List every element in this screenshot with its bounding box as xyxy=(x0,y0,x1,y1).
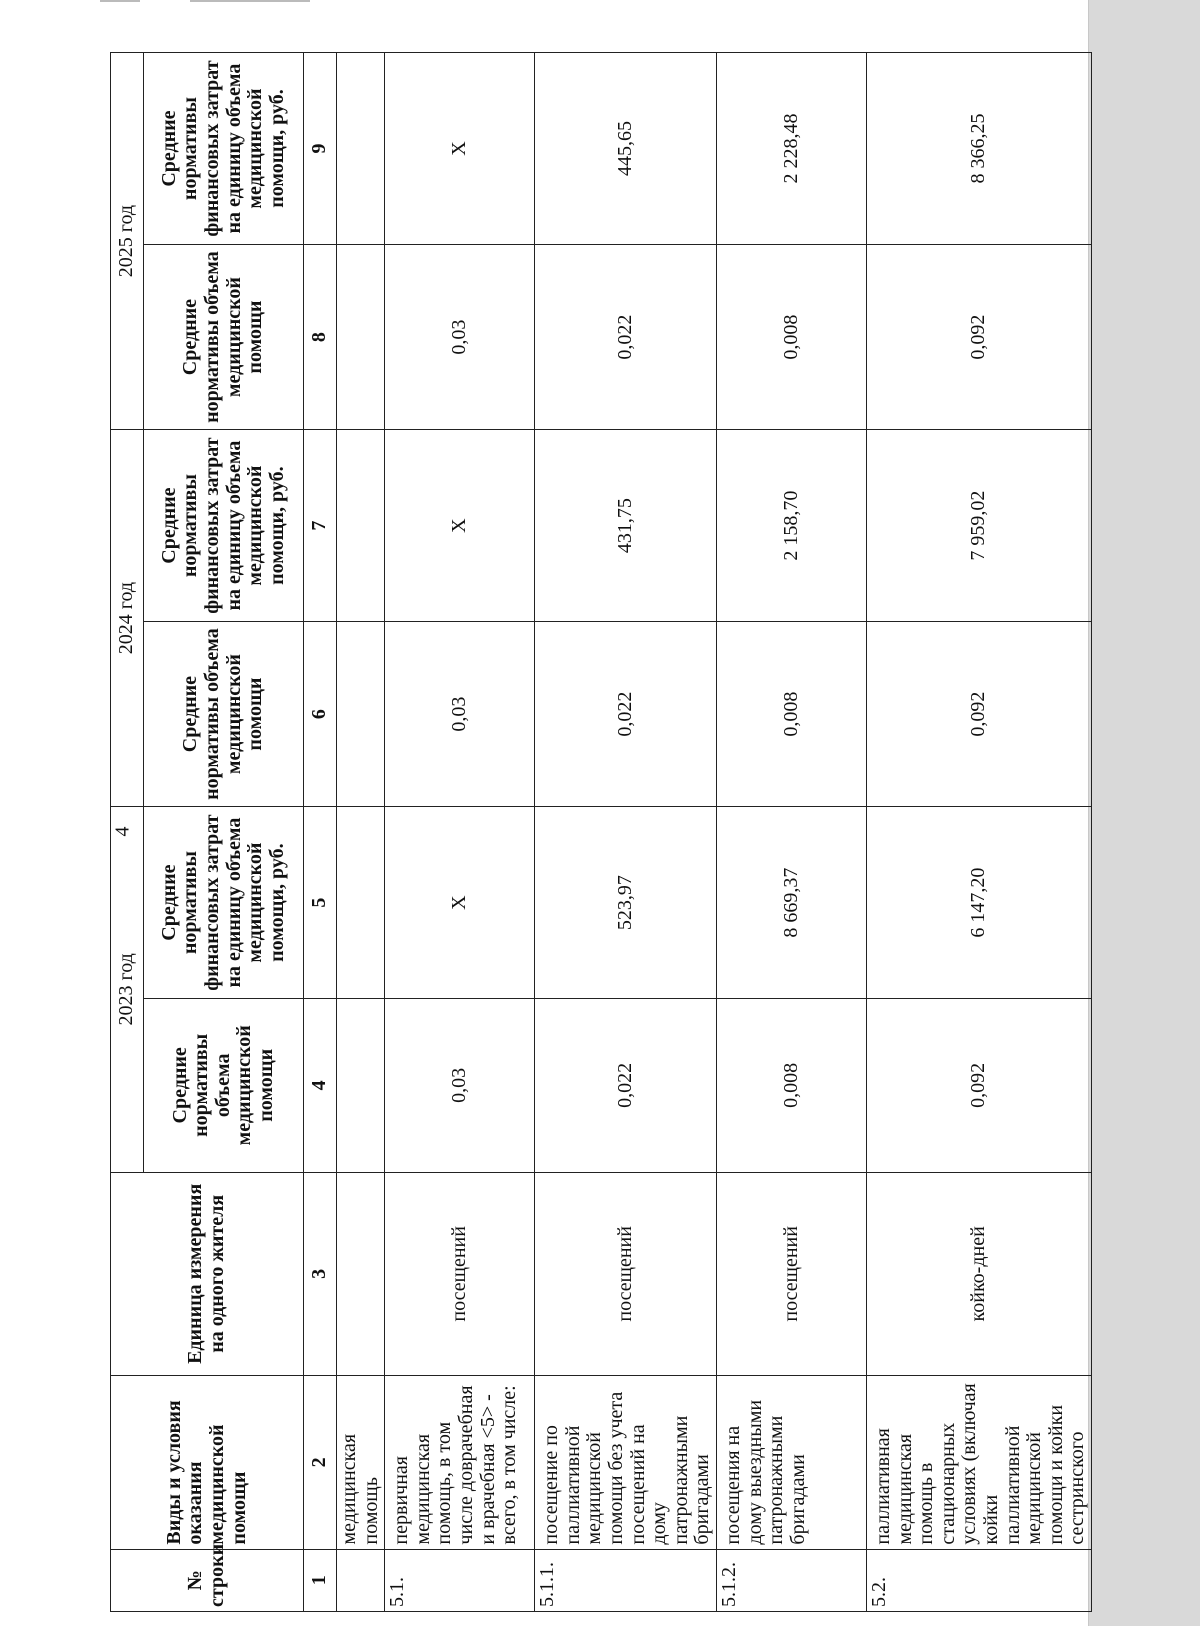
col-number: 4 xyxy=(304,999,337,1172)
normatives-table xyxy=(110,52,1092,1612)
cell-value: X xyxy=(385,53,535,245)
cell-value: 431,75 xyxy=(535,430,717,622)
cell-value: X xyxy=(385,807,535,999)
cell-value: 445,65 xyxy=(535,53,717,245)
row-unit: посещений xyxy=(535,1172,717,1376)
header-year-2023: 2023 год xyxy=(111,807,144,1172)
col-number: 6 xyxy=(304,622,337,807)
cell-value: 0,008 xyxy=(716,999,866,1172)
cell-value: 8 366,25 xyxy=(866,53,1091,245)
cell-value: 2 158,70 xyxy=(716,430,866,622)
table-row xyxy=(716,53,866,1612)
header-row-number: № строки xyxy=(111,1549,304,1611)
scan-artifact xyxy=(100,0,140,2)
col-number: 1 xyxy=(304,1549,337,1611)
cell-value: 7 959,02 xyxy=(866,430,1091,622)
col-number: 8 xyxy=(304,245,337,430)
section-fragment: медицинская помощь xyxy=(337,1376,385,1549)
header-year-2025: 2025 год xyxy=(111,53,144,430)
header-kind: Виды и условия оказания медицинской помощи xyxy=(111,1376,304,1549)
col-number: 5 xyxy=(304,807,337,999)
row-kind: посещение по паллиативной медицинской помощи без учета посещений на дому патронажными бригадами xyxy=(535,1376,717,1549)
cell-value: 523,97 xyxy=(535,807,717,999)
cell-value: 6 147,20 xyxy=(866,807,1091,999)
cell-value: 0,008 xyxy=(716,245,866,430)
table-row xyxy=(385,53,535,1612)
row-unit: посещений xyxy=(716,1172,866,1376)
header-volume-2023: Средние нормативы объема медицинской помощи xyxy=(144,999,304,1172)
row-unit: койко-дней xyxy=(866,1172,1091,1376)
row-number: 5.1.1. xyxy=(535,1549,717,1611)
scan-artifact xyxy=(190,0,310,2)
col-number: 9 xyxy=(304,53,337,245)
cell-value: 8 669,37 xyxy=(716,807,866,999)
header-unit: Единица измерения на одного жителя xyxy=(111,1172,304,1376)
row-kind: первичная медицинская помощь, в том числе доврачебная и врачебная <5> - всего, в том числе: xyxy=(385,1376,535,1549)
col-number: 7 xyxy=(304,430,337,622)
col-number: 2 xyxy=(304,1376,337,1549)
row-unit: посещений xyxy=(385,1172,535,1376)
header-cost-2025: Средние нормативы финансовых затрат на единицу объема медицинской помощи, руб. xyxy=(144,53,304,245)
cell-value: 0,022 xyxy=(535,999,717,1172)
cell-value: 0,008 xyxy=(716,622,866,807)
table-row xyxy=(866,53,1091,1612)
cell-value: 0,092 xyxy=(866,245,1091,430)
row-kind: посещения на дому выездными патронажными бригадами xyxy=(716,1376,866,1549)
section-continuation-row xyxy=(337,53,385,1612)
cell-value: 0,03 xyxy=(385,622,535,807)
rotated-table-container xyxy=(110,52,1089,1612)
col-number: 3 xyxy=(304,1172,337,1376)
cell-value: 0,022 xyxy=(535,622,717,807)
cell-value: 0,03 xyxy=(385,999,535,1172)
header-volume-2025: Средние нормативы объема медицинской помощи xyxy=(144,245,304,430)
page-number: 4 xyxy=(111,826,134,837)
header-cost-2023: Средние нормативы финансовых затрат на единицу объема медицинской помощи, руб. xyxy=(144,807,304,999)
cell-value: 0,03 xyxy=(385,245,535,430)
row-kind: паллиативная медицинская помощь в стационарных условиях (включая койки паллиативной медицинской помощи и койки сестринского xyxy=(866,1376,1091,1549)
cell-value: X xyxy=(385,430,535,622)
header-volume-2024: Средние нормативы объема медицинской помощи xyxy=(144,622,304,807)
header-cost-2024: Средние нормативы финансовых затрат на единицу объема медицинской помощи, руб. xyxy=(144,430,304,622)
header-year-2024: 2024 год xyxy=(111,430,144,807)
cell-value: 2 228,48 xyxy=(716,53,866,245)
row-number: 5.2. xyxy=(866,1549,1091,1611)
cell-value: 0,022 xyxy=(535,245,717,430)
cell-value: 0,092 xyxy=(866,622,1091,807)
row-number: 5.1.2. xyxy=(716,1549,866,1611)
row-number: 5.1. xyxy=(385,1549,535,1611)
column-numbers-row xyxy=(304,53,337,1612)
cell-value: 0,092 xyxy=(866,999,1091,1172)
table-row xyxy=(535,53,717,1612)
